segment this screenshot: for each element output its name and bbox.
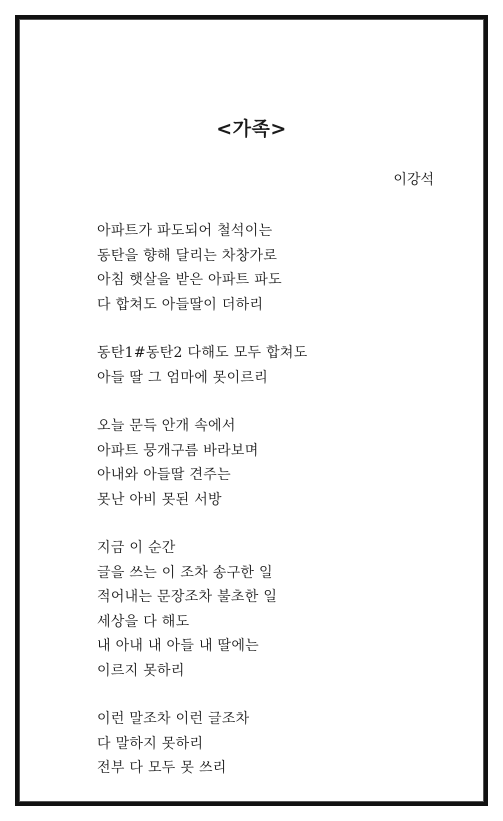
poem-line: 이르지 못하리 [97,662,185,679]
poem-line: 세상을 다 해도 [97,613,190,630]
poem-line: 아들 딸 그 엄마에 못이르리 [97,369,269,386]
poem-line: 오늘 문득 안개 속에서 [97,418,236,434]
poem-line: 아파트 뭉개구름 바라보며 [97,442,259,459]
stanza [97,341,477,390]
poem-line: 아내와 아들딸 견주는 [97,467,231,483]
poem-author: 이강석 [393,172,434,188]
poem-line: 아침 햇살을 받은 아파트 파도 [97,272,282,288]
poem-line: 아파트가 파도되어 철석이는 [97,223,273,239]
poem-title: <가족> [216,118,287,140]
poem-line: 이런 말조차 이런 글조차 [97,711,250,727]
stanza [97,219,477,317]
stanza [97,536,477,683]
page-frame [15,15,488,806]
poem-line: 전부 다 모두 못 쓰리 [97,760,227,776]
stanza [97,414,477,512]
poem-line: 내 아내 내 아들 내 딸에는 [97,638,259,654]
poem-line: 다 합쳐도 아들딸이 더하리 [97,296,264,313]
poem-line: 못난 아비 못된 서방 [97,491,222,508]
poem-line: 글을 쓰는 이 조차 송구한 일 [97,564,273,581]
poem-line: 동탄을 향해 달리는 차창가로 [97,247,278,264]
poem-body [97,219,477,805]
stanza [97,707,477,781]
poem-line: 지금 이 순간 [97,540,176,556]
poem-line: 적어내는 문장조차 불초한 일 [97,589,278,605]
poem-line: 다 말하지 못하리 [97,735,204,752]
poem-line: 동탄1#동탄2 다해도 모두 합쳐도 [97,345,308,361]
